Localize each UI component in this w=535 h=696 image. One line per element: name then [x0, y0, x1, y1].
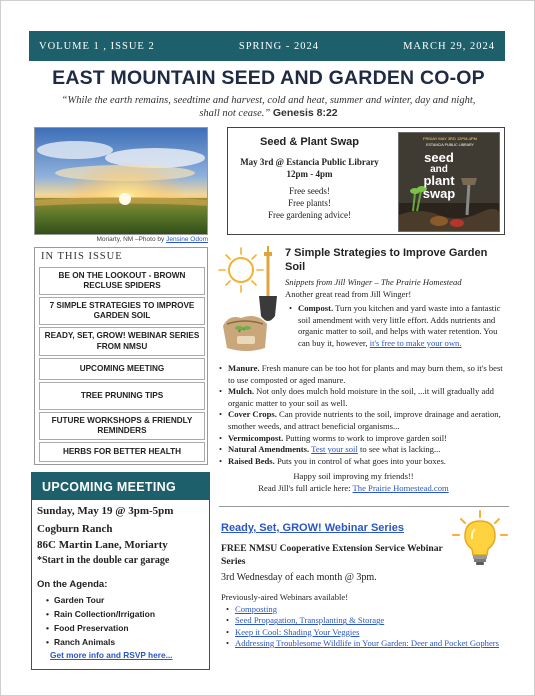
- strategy-label: Raised Beds.: [228, 455, 275, 466]
- strategies-source: Snippets from Jill Winger – The Prairie Homestead: [285, 277, 462, 287]
- meeting-heading: UPCOMING MEETING: [32, 473, 209, 500]
- poster-word: swap: [422, 186, 456, 201]
- section-divider: [219, 506, 509, 507]
- issue-item[interactable]: UPCOMING MEETING: [39, 358, 205, 380]
- strategy-label: Vermicompost.: [228, 432, 284, 443]
- season: SPRING - 2024: [238, 40, 319, 52]
- webinar-previous-label: Previously-aired Webinars available!: [221, 592, 349, 602]
- article-link-line: [221, 483, 486, 495]
- webinar-link[interactable]: Composting: [235, 604, 278, 614]
- issue-header-band: [29, 31, 505, 61]
- strategy-text: Puts you in control of what goes into your boxes.: [274, 455, 446, 466]
- seed-swap-features: [228, 185, 391, 221]
- strategy-item: [228, 456, 506, 468]
- meeting-address: 86C Martin Lane, Moriarty: [37, 539, 168, 551]
- article-link-prefix: Read Jill's full article here:: [258, 482, 353, 493]
- lightbulb-icon: [449, 509, 511, 567]
- meeting-place: Cogburn Ranch: [37, 523, 113, 535]
- issue-item[interactable]: 7 SIMPLE STRATEGIES TO IMPROVE GARDEN SOIL: [39, 297, 205, 325]
- strategy-item: [228, 433, 506, 445]
- issue-item[interactable]: TREE PRUNING TIPS: [39, 382, 205, 410]
- webinar-link[interactable]: Addressing Troublesome Wildlife in Your Garden: Deer and Pocket Gophers: [235, 637, 499, 648]
- strategy-text: Turn you kitchen and yard waste into a fantastic soil amendment with very little effort. Adds nutrients and organic matter to soil, and helps with water retention. You can buy it, however,: [298, 303, 501, 348]
- poster-word: seed: [424, 150, 454, 165]
- webinar-subtitle: FREE NMSU Cooperative Extension Service Webinar Series: [221, 543, 443, 567]
- strategy-label: Natural Amendments.: [228, 444, 310, 455]
- newsletter-title: EAST MOUNTAIN SEED AND GARDEN CO-OP: [52, 67, 485, 89]
- meeting-note: *Start in the double car garage: [37, 555, 170, 566]
- seed-swap-feature: Free plants!: [288, 198, 331, 208]
- poster-word: plant: [423, 173, 455, 188]
- agenda-item: • Ranch Animals: [46, 635, 155, 649]
- strategy-item: [228, 386, 506, 409]
- strategy-text: to see what is lacking...: [357, 444, 441, 455]
- photo-credit-link[interactable]: Jensine Odom: [166, 236, 208, 243]
- strategy-text: Not only does mulch hold moisture in the soil, ...it will gradually add organic matter to your soil as well.: [228, 386, 494, 408]
- webinar-schedule: 3rd Wednesday of each month @ 3pm.: [221, 572, 377, 583]
- strategy-text: Putting worms to work to improve garden soil!: [283, 432, 448, 443]
- photo-caption: [34, 236, 208, 243]
- webinar-link-item: [235, 638, 505, 649]
- photo-caption-text: Moriarty, NM –Photo by: [96, 236, 167, 243]
- strategy-compost: [298, 303, 506, 349]
- strategy-label: Compost.: [298, 303, 334, 313]
- issue-item[interactable]: FUTURE WORKSHOPS & FRIENDLY REMINDERS: [39, 412, 205, 440]
- issue-item[interactable]: READY, SET, GROW! WEBINAR SERIES FROM NMSU: [39, 327, 205, 356]
- strategy-label: Cover Crops.: [228, 409, 277, 420]
- agenda-item: • Garden Tour: [46, 593, 155, 607]
- quote-text: “While the earth remains, seedtime and harvest, cold and heat, summer and winter, day and night, shall not cease.”: [61, 95, 476, 119]
- agenda-item: • Food Preservation: [46, 621, 155, 635]
- poster-word: and: [430, 164, 448, 175]
- agenda-label: On the Agenda:: [37, 579, 108, 590]
- strategy-item: [228, 409, 506, 432]
- seed-swap-feature: Free gardening advice!: [268, 210, 351, 220]
- poster-library-line: ESTANCIA PUBLIC LIBRARY: [426, 143, 474, 147]
- rsvp-link[interactable]: Get more info and RSVP here...: [50, 650, 173, 660]
- agenda-item: • Rain Collection/Irrigation: [46, 607, 155, 621]
- strategy-text: Fresh manure can be too hot for plants and may burn them, so it's best to use composted or aged manure.: [228, 363, 503, 385]
- strategy-label: Manure.: [228, 363, 260, 373]
- webinar-link-item: [235, 604, 505, 615]
- in-this-issue-heading: IN THIS ISSUE: [41, 251, 123, 262]
- webinar-link[interactable]: Keep it Cool: Shading Your Veggies: [235, 626, 360, 637]
- seed-swap-time: 12pm - 4pm: [286, 169, 333, 179]
- agenda-list: [46, 593, 155, 649]
- volume-issue: VOLUME 1 , ISSUE 2: [39, 40, 155, 52]
- webinar-link-item: [235, 615, 505, 626]
- prairie-homestead-link[interactable]: The Prairie Homestead.com: [352, 482, 449, 493]
- closing-line: Happy soil improving my friends!!: [293, 471, 414, 481]
- strategies-title: 7 Simple Strategies to Improve Garden Soil: [285, 247, 488, 273]
- issue-date: MARCH 29, 2024: [403, 40, 495, 52]
- webinar-title-link[interactable]: Ready, Set, GROW! Webinar Series: [221, 522, 404, 534]
- strategy-item: [228, 363, 506, 386]
- quote-reference: Genesis 8:22: [272, 107, 338, 119]
- seed-swap-date: May 3rd @ Estancia Public Library: [240, 157, 379, 167]
- sunrise-field-photo: [34, 127, 208, 235]
- seed-swap-poster: [398, 132, 500, 232]
- strategy-text: Can provide nutrients to the soil, improve drainage and aeration, smother weeds, and attract beneficial organisms...: [228, 409, 501, 431]
- poster-top-line: FRIDAY MAY 3RD 12PM-4PM: [423, 136, 477, 141]
- strategies-closing: [221, 471, 486, 494]
- issue-item[interactable]: BE ON THE LOOKOUT - BROWN RECLUSE SPIDERS: [39, 267, 205, 295]
- strategies-list: [228, 363, 506, 467]
- sun-shovel-illustration: [217, 244, 283, 359]
- meeting-when: Sunday, May 19 @ 3pm-5pm: [37, 505, 174, 517]
- issue-item[interactable]: HERBS FOR BETTER HEALTH: [39, 442, 205, 462]
- compost-link[interactable]: it's free to make your own.: [369, 337, 462, 348]
- in-this-issue-box: [34, 247, 208, 465]
- seed-swap-box: [227, 127, 505, 235]
- webinar-link[interactable]: Seed Propagation, Transplanting & Storage: [235, 615, 385, 626]
- seed-swap-when: [228, 156, 391, 180]
- seed-swap-title: Seed & Plant Swap: [259, 136, 360, 148]
- strategy-item: [228, 444, 506, 456]
- strategy-label: Mulch.: [228, 386, 255, 397]
- webinar-link-item: [235, 627, 505, 638]
- test-soil-link[interactable]: Test your soil: [311, 444, 358, 455]
- webinar-links-list: [235, 604, 505, 649]
- scripture-quote: [56, 94, 481, 120]
- seed-swap-feature: Free seeds!: [289, 186, 330, 196]
- strategies-intro: Another great read from Jill Winger!: [285, 289, 412, 299]
- upcoming-meeting-box: [31, 472, 210, 670]
